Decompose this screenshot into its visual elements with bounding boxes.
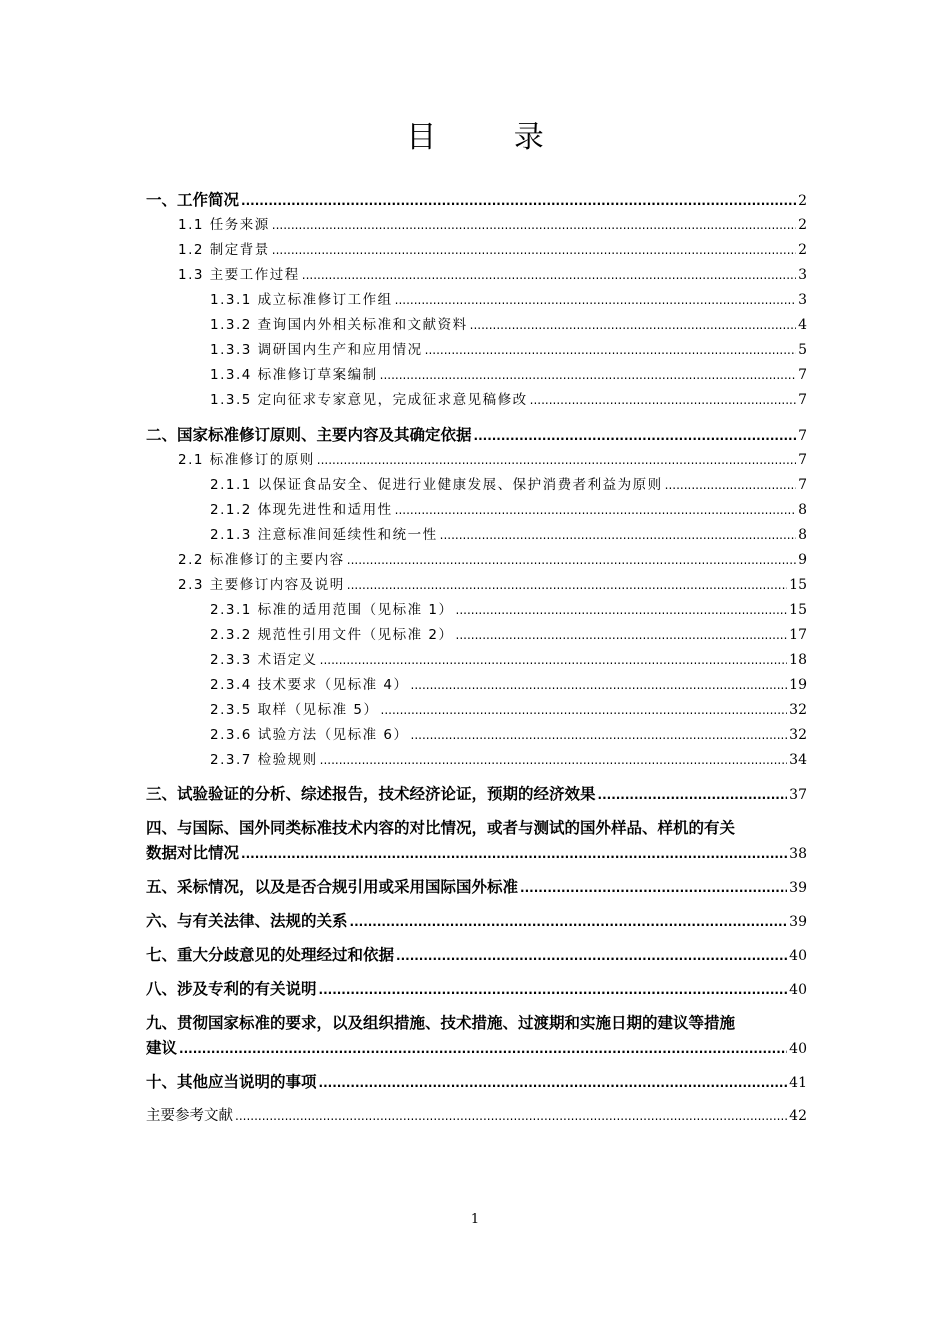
toc-entry-2-1[interactable] (146, 448, 807, 473)
toc-entry-page: 3 (798, 292, 807, 308)
toc-entry-2-3-6[interactable] (146, 723, 807, 748)
page-number: 1 (470, 1212, 480, 1227)
toc-entry-page: 41 (789, 1075, 807, 1091)
toc-entry-page: 17 (789, 627, 807, 643)
toc-entry-page: 39 (789, 880, 807, 896)
toc-entry-2-3-5[interactable] (146, 698, 807, 723)
toc-entry-label: 2.3.5 取样（见标准 5） (210, 702, 379, 718)
toc-entry-section-1[interactable] (146, 188, 807, 213)
toc-entry-1-1[interactable] (146, 213, 807, 238)
toc-entry-page: 5 (798, 342, 807, 358)
toc-entry-label: 五、采标情况，以及是否合规引用或采用国际国外标准 (146, 878, 519, 896)
toc-entry-label: 主要参考文献 (146, 1108, 233, 1124)
toc-entry-page: 39 (789, 914, 807, 930)
toc-entry-label: 2.1 标准修订的原则 (178, 452, 315, 468)
toc-entry-label: 七、重大分歧意见的处理经过和依据 (146, 946, 395, 964)
toc-entry-page: 40 (789, 948, 807, 964)
toc-entry-label: 1.3.1 成立标准修订工作组 (210, 292, 393, 308)
toc-entry-label: 六、与有关法律、法规的关系 (146, 912, 348, 930)
dot-leader (425, 338, 796, 363)
toc-entry-label: 2.3.6 试验方法（见标准 6） (210, 727, 409, 743)
toc-entry-label-line2: 建议 (146, 1039, 178, 1057)
toc-entry-page: 40 (789, 1041, 807, 1057)
toc-entry-page: 32 (789, 727, 807, 743)
dot-leader (520, 876, 787, 901)
toc-entry-section-7[interactable] (146, 943, 807, 968)
toc-entry-1-3-5[interactable] (146, 388, 807, 413)
toc-entry-page: 15 (789, 602, 807, 618)
toc-entry-label: 2.1.2 体现先进性和适用性 (210, 502, 393, 518)
toc-entry-page: 32 (789, 702, 807, 718)
dot-leader (319, 1071, 788, 1096)
toc-entry-section-8[interactable] (146, 977, 807, 1002)
toc-entry-2-3-7[interactable] (146, 748, 807, 773)
table-of-contents (146, 188, 807, 1129)
toc-entry-2-1-1[interactable] (146, 473, 807, 498)
toc-entry-label: 2.3.1 标准的适用范围（见标准 1） (210, 602, 454, 618)
dot-leader (395, 498, 796, 523)
toc-entry-label: 2.3.4 技术要求（见标准 4） (210, 677, 409, 693)
toc-entry-label: 2.1.3 注意标准间延续性和统一性 (210, 527, 438, 543)
toc-entry-label: 1.1 任务来源 (178, 217, 270, 233)
toc-entry-section-10[interactable] (146, 1070, 807, 1095)
toc-entry-1-3-4[interactable] (146, 363, 807, 388)
toc-entry-2-2[interactable] (146, 548, 807, 573)
dot-leader (320, 648, 788, 673)
toc-entry-page: 7 (798, 392, 807, 408)
toc-entry-label-line1: 九、贯彻国家标准的要求，以及组织措施、技术措施、过渡期和实施日期的建议等措施 (146, 1014, 736, 1032)
toc-entry-section-9[interactable] (146, 1011, 807, 1061)
dot-leader (380, 363, 796, 388)
toc-entry-label-line1: 四、与国际、国外同类标准技术内容的对比情况，或者与测试的国外样品、样机的有关 (146, 819, 736, 837)
toc-entry-page: 19 (789, 677, 807, 693)
toc-entry-1-2[interactable] (146, 238, 807, 263)
dot-leader (411, 723, 788, 748)
dot-leader (456, 623, 788, 648)
toc-entry-section-6[interactable] (146, 909, 807, 934)
toc-entry-section-5[interactable] (146, 875, 807, 900)
toc-entry-label: 1.3 主要工作过程 (178, 267, 300, 283)
dot-leader (302, 263, 796, 288)
toc-entry-page: 37 (789, 787, 807, 803)
toc-entry-section-3[interactable] (146, 782, 807, 807)
toc-entry-2-1-3[interactable] (146, 523, 807, 548)
toc-entry-label: 三、试验验证的分析、综述报告，技术经济论证，预期的经济效果 (146, 785, 596, 803)
toc-entry-label: 1.3.5 定向征求专家意见，完成征求意见稿修改 (210, 392, 528, 408)
dot-leader (347, 548, 796, 573)
toc-entry-section-4[interactable] (146, 816, 807, 866)
toc-entry-page: 9 (798, 552, 807, 568)
toc-entry-page: 42 (789, 1108, 807, 1124)
toc-entry-label: 二、国家标准修订原则、主要内容及其确定依据 (146, 426, 472, 444)
toc-entry-page: 7 (798, 367, 807, 383)
toc-entry-page: 4 (798, 317, 807, 333)
toc-entry-1-3-3[interactable] (146, 338, 807, 363)
dot-leader (474, 424, 797, 449)
dot-leader (530, 388, 796, 413)
toc-entry-label: 1.3.2 查询国内外相关标准和文献资料 (210, 317, 468, 333)
toc-entry-page: 8 (798, 527, 807, 543)
toc-entry-page: 38 (789, 846, 807, 862)
dot-leader (272, 213, 796, 238)
toc-entry-page: 2 (798, 242, 807, 258)
toc-entry-label-line2: 数据对比情况 (146, 844, 240, 862)
toc-entry-label: 2.3.7 检验规则 (210, 752, 318, 768)
toc-entry-page: 40 (789, 982, 807, 998)
dot-leader (470, 313, 796, 338)
toc-entry-1-3[interactable] (146, 263, 807, 288)
toc-entry-page: 8 (798, 502, 807, 518)
toc-entry-label: 一、工作简况 (146, 191, 240, 209)
dot-leader (456, 598, 788, 623)
toc-entry-1-3-2[interactable] (146, 313, 807, 338)
dot-leader (320, 748, 788, 773)
toc-entry-label: 1.2 制定背景 (178, 242, 270, 258)
dot-leader (440, 523, 796, 548)
dot-leader (235, 1104, 787, 1129)
toc-entry-label: 十、其他应当说明的事项 (146, 1073, 317, 1091)
toc-entry-section-2[interactable] (146, 423, 807, 448)
toc-entry-page: 7 (798, 452, 807, 468)
dot-leader (381, 698, 788, 723)
toc-entry-label: 1.3.3 调研国内生产和应用情况 (210, 342, 423, 358)
toc-entry-page: 15 (789, 577, 807, 593)
dot-leader (241, 842, 787, 867)
toc-entry-page: 2 (798, 217, 807, 233)
toc-entry-2-3-3[interactable] (146, 648, 807, 673)
page-title: 目 录 (406, 120, 578, 155)
toc-entry-label: 八、涉及专利的有关说明 (146, 980, 317, 998)
dot-leader (272, 238, 796, 263)
dot-leader (350, 910, 788, 935)
toc-entry-page: 7 (798, 477, 807, 493)
toc-entry-label: 2.2 标准修订的主要内容 (178, 552, 345, 568)
dot-leader (179, 1037, 787, 1062)
toc-entry-2-3[interactable] (146, 573, 807, 598)
dot-leader (395, 288, 796, 313)
toc-entry-label: 2.3.3 术语定义 (210, 652, 318, 668)
dot-leader (347, 573, 787, 598)
toc-entry-page: 3 (798, 267, 807, 283)
toc-entry-label: 2.1.1 以保证食品安全、促进行业健康发展、保护消费者利益为原则 (210, 477, 663, 493)
toc-entry-label: 2.3 主要修订内容及说明 (178, 577, 345, 593)
dot-leader (598, 783, 788, 808)
toc-entry-2-3-4[interactable] (146, 673, 807, 698)
toc-entry-label: 1.3.4 标准修订草案编制 (210, 367, 378, 383)
toc-entry-references[interactable] (146, 1104, 807, 1129)
toc-entry-page: 2 (798, 193, 807, 209)
toc-entry-label: 2.3.2 规范性引用文件（见标准 2） (210, 627, 454, 643)
toc-entry-2-3-2[interactable] (146, 623, 807, 648)
dot-leader (396, 944, 787, 969)
dot-leader (665, 473, 796, 498)
toc-entry-page: 18 (789, 652, 807, 668)
toc-entry-1-3-1[interactable] (146, 288, 807, 313)
toc-entry-2-1-2[interactable] (146, 498, 807, 523)
dot-leader (317, 448, 796, 473)
dot-leader (319, 978, 788, 1003)
toc-entry-page: 7 (798, 428, 807, 444)
toc-entry-2-3-1[interactable] (146, 598, 807, 623)
dot-leader (241, 189, 796, 214)
dot-leader (411, 673, 788, 698)
toc-entry-page: 34 (789, 752, 807, 768)
